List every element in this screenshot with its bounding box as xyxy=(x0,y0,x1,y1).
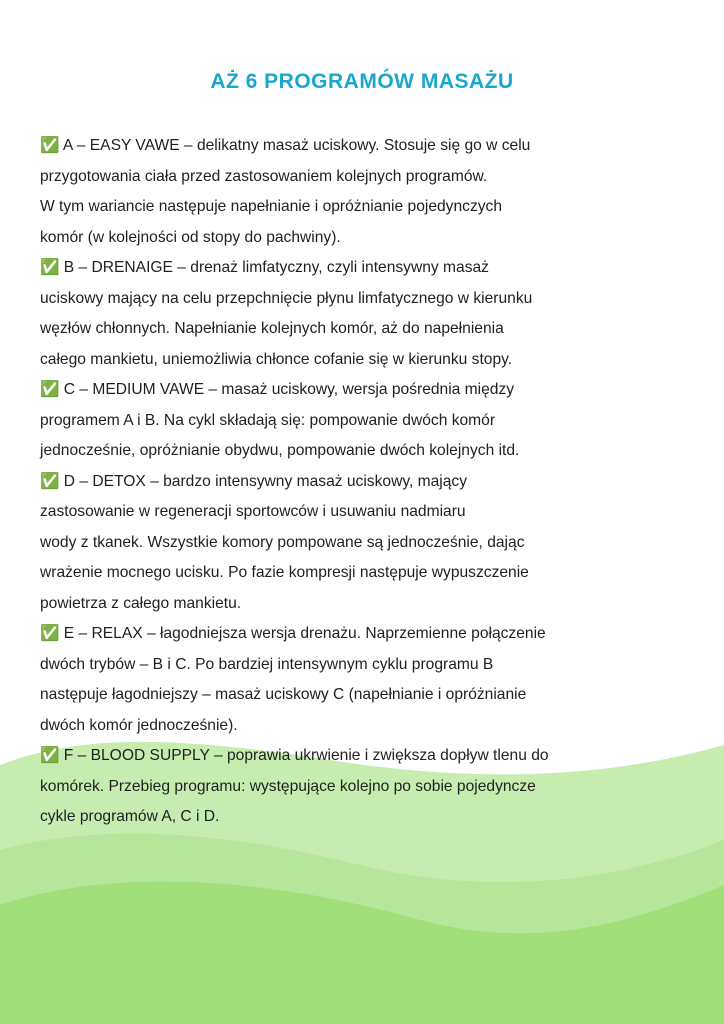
program-list-text: ✅ A – EASY VAWE – delikatny masaż uciskowy. Stosuje się go w celu przygotowania ciała przed zastosowaniem kolejnych programów. W tym wariancie następuje napełnianie i opróżnianie pojedynczych komór (w kolejności od stopy do pachwiny). ✅ B – DRENAIGE – drenaż limfatyczny, czyli intensywny masaż uciskowy mający na celu przepchnięcie płynu limfatycznego w kierunku węzłów chłonnych. Napełnianie kolejnych komór, aż do napełnienia całego mankietu, uniemożliwia chłonce cofanie się w kierunku stopy. ✅ C – MEDIUM VAWE – masaż uciskowy, wersja pośrednia między programem A i B. Na cykl składają się: pompowanie dwóch komór jednocześnie, opróżnianie obydwu, pompowanie dwóch kolejnych itd. ✅ D – DETOX – bardzo intensywny masaż uciskowy, mający zastosowanie w regeneracji sportowców i usuwaniu nadmiaru wody z tkanek. Wszystkie komory pompowane są jednocześnie, dając wrażenie mocnego ucisku. Po fazie kompresji następuje wypuszczenie powietrza z całego mankietu. ✅ E – RELAX – łagodniejsza wersja drenażu. Naprzemienne połączenie dwóch trybów – B i C. Po bardziej intensywnym cyklu programu B następuje łagodniejszy – masaż uciskowy C (napełnianie i opróżnianie dwóch komór jednocześnie). ✅ F – BLOOD SUPPLY – poprawia ukrwienie i zwiększa dopływ tlenu do komórek. Przebieg programu: występujące kolejno po sobie pojedyncze cykle programów A, C i D. xyxy=(40,137,549,825)
page-title: AŻ 6 PROGRAMÓW MASAŻU xyxy=(210,70,514,94)
